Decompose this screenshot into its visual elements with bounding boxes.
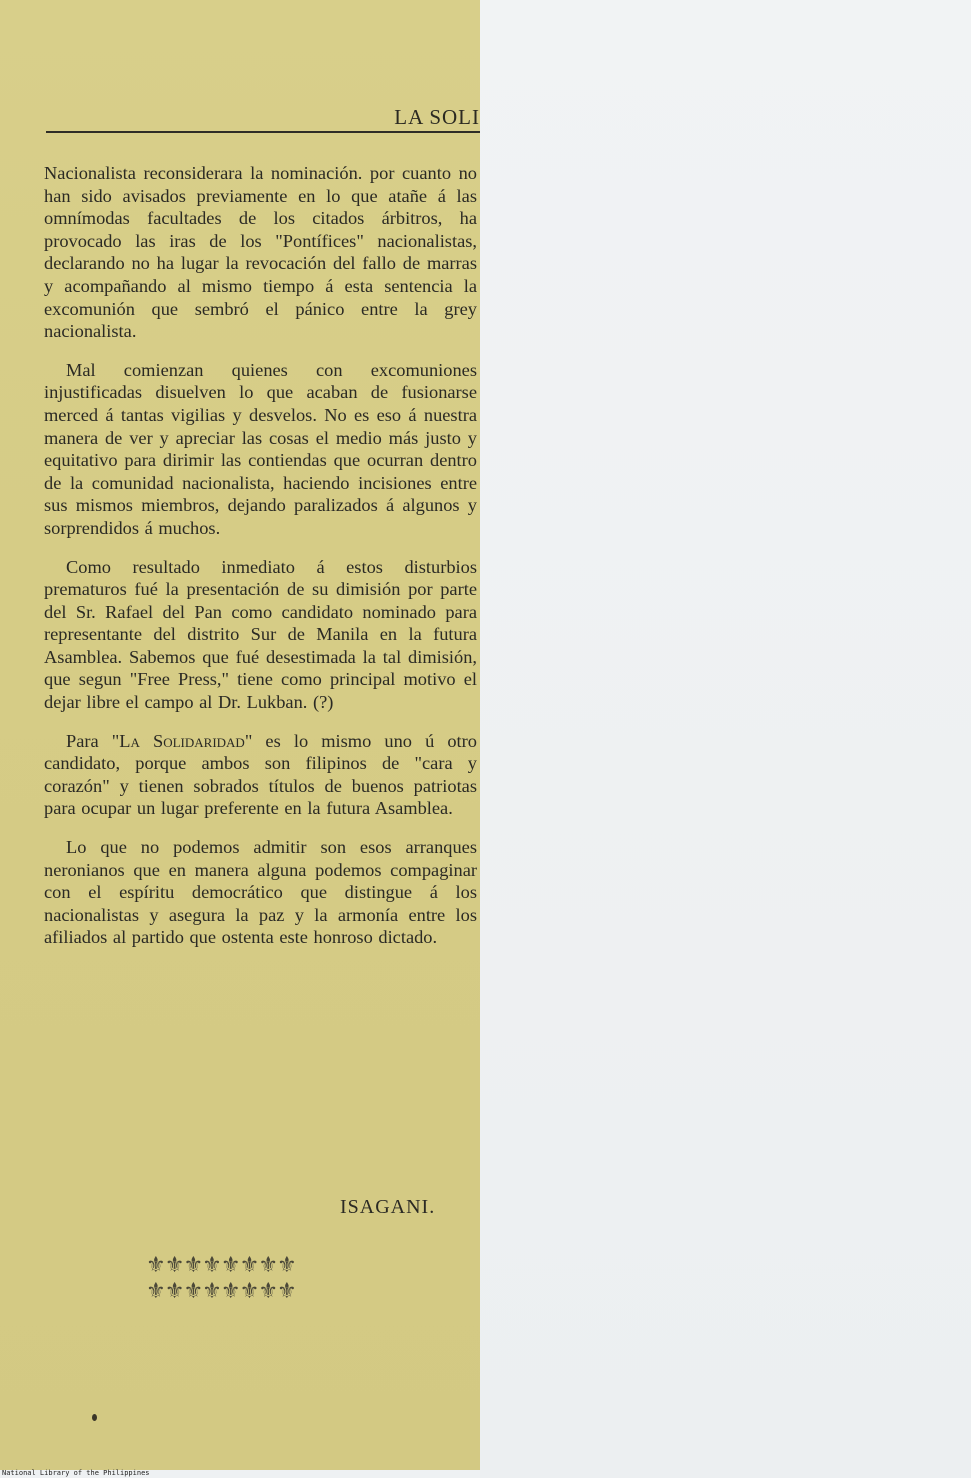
scan-background [480, 0, 971, 1478]
paragraph-text: Para " [66, 730, 120, 751]
article-paragraph: Mal comienzan quienes con excomuniones injustificadas disuelven lo que acaban de fusionarse merced á tantas vigilias y desvelos. No es eso á nuestra manera de ver y apreciar las cosas el medio más justo y equitativo para dirimir las contiendas que ocurran dentro de la comunidad nacionalista, haciendo incisiones entre sus mismos miembros, dejando paralizados á algunos y sorprendidos á muchos. [44, 359, 477, 538]
article-paragraph: Como resultado inmediato á estos disturbios prematuros fué la presentación de su dimisión por parte del Sr. Rafael del Pan como candidato nominado para representante del distrito Sur de Manila en la futura Asamblea. Sabemos que fué desestimada la tal dimisión, que segun "Free Press," tiene como principal motivo el dejar libre el campo al Dr. Lukban. (?) [44, 556, 477, 713]
library-credit: National Library of the Philippines [2, 1469, 150, 1477]
article-body [44, 162, 477, 965]
newspaper-page [0, 0, 480, 1470]
ink-speck [92, 1414, 97, 1421]
ornament-icon: ⚜⚜⚜⚜⚜⚜⚜⚜ [146, 1278, 296, 1303]
article-paragraph: Lo que no podemos admitir son esos arranques neronianos que en manera alguna podemos compaginar con el espíritu democrático que distingue á los nacionalistas y asegura la paz y la armonía entre los afiliados al partido que ostenta este honroso dictado. [44, 837, 477, 948]
article-paragraph [44, 730, 477, 820]
article-paragraph: Nacionalista reconsiderara la nominación. por cuanto no han sido avisados previamente en lo que atañe á las omnímodas facultades de los citados árbitros, ha provocado las iras de los "Pontífices" nacionalistas, declarando no ha lugar la revocación del fallo de marras y acompañando al mismo tiempo á esta sentencia la excomunión que sembró el pánico entre la grey nacionalista. [44, 163, 477, 342]
newspaper-name: La Solidaridad [119, 730, 245, 751]
paragraph-text: " es lo mismo uno ú otro candidato, porque ambos son filipinos de "cara y corazón" y tienen sobrados títulos de buenos patriotas para ocupar un lugar preferente en la futura Asamblea. [44, 730, 477, 819]
ornament-icon: ⚜⚜⚜⚜⚜⚜⚜⚜ [146, 1252, 296, 1277]
page-header: LA SOLI [394, 105, 480, 129]
ornament-divider [146, 1252, 366, 1304]
header-rule [46, 131, 480, 133]
author-signature: ISAGANI. [340, 1196, 436, 1218]
